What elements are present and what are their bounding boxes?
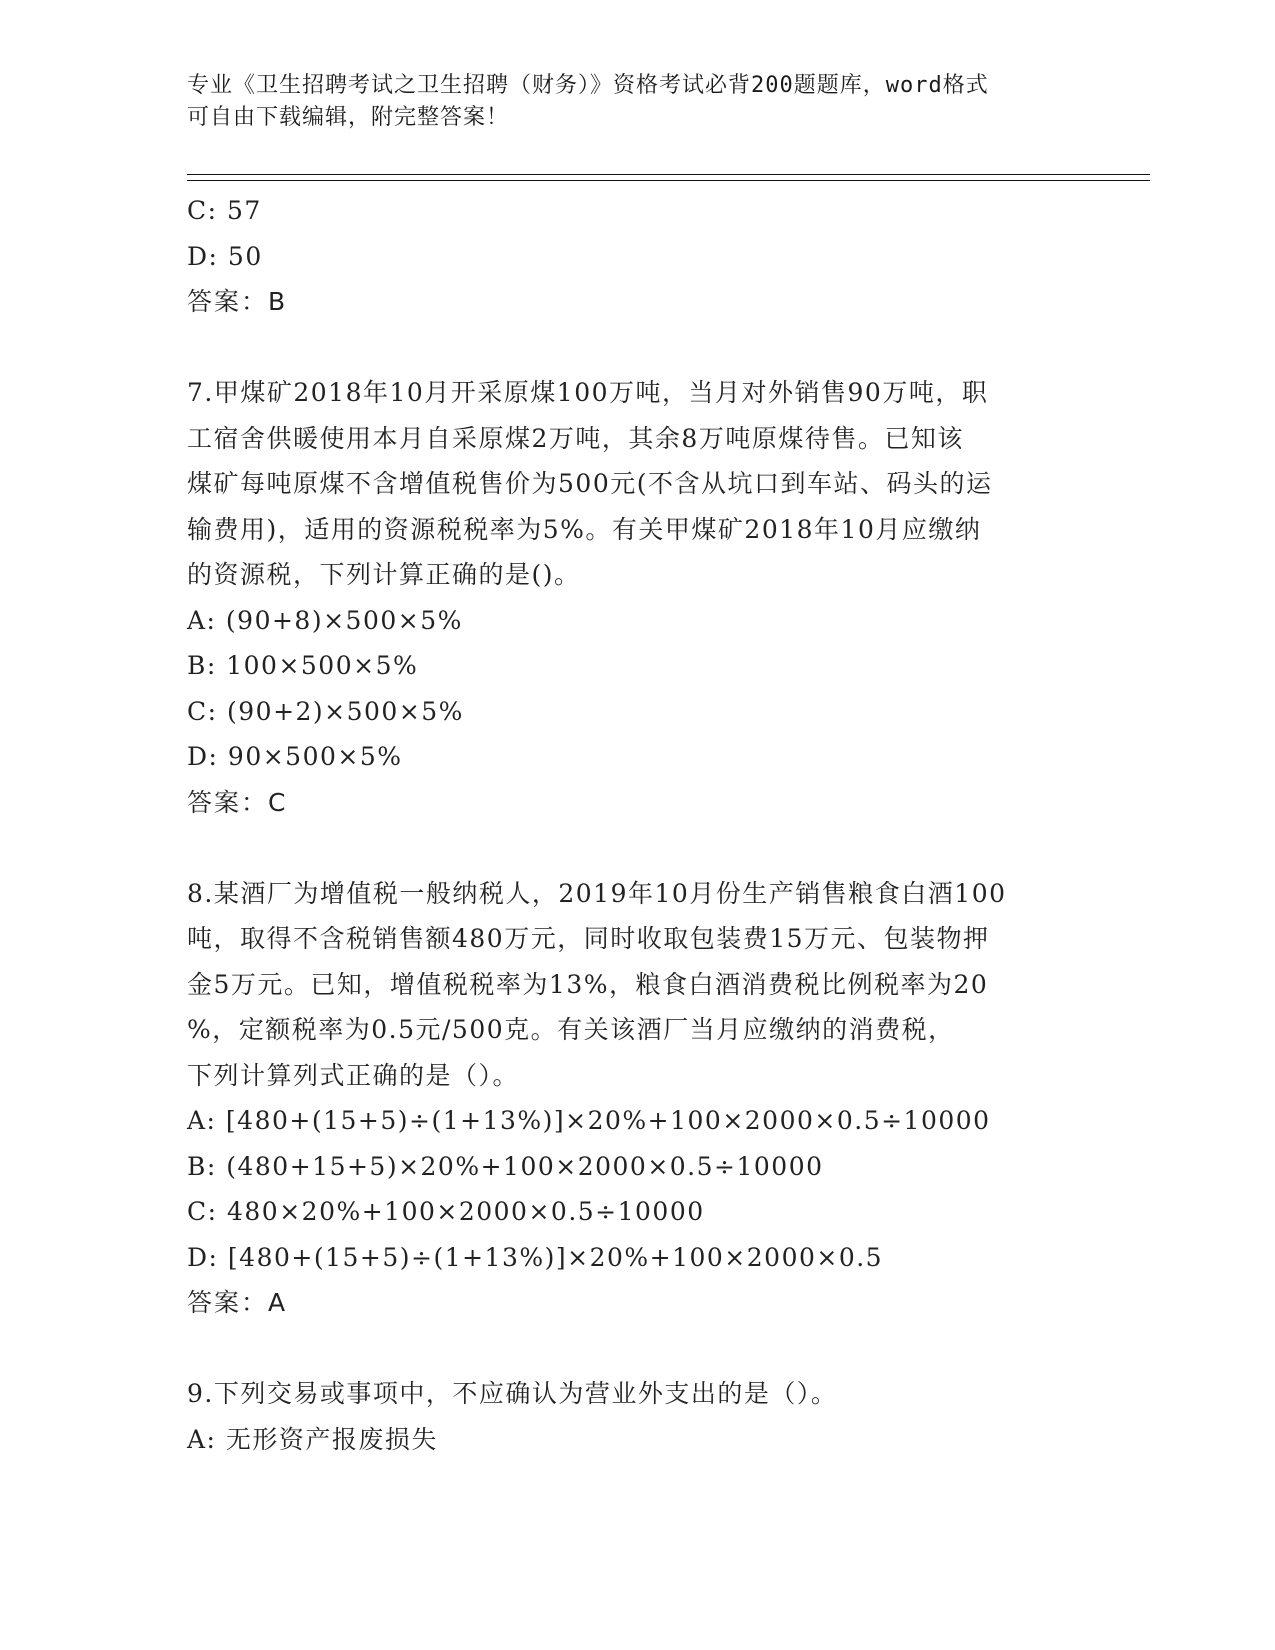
option-b: B: 100×500×5% bbox=[187, 651, 419, 680]
question-stem-line: 工宿舍供暖使用本月自采原煤2万吨，其余8万吨原煤待售。已知该 bbox=[187, 423, 964, 453]
question-list bbox=[187, 188, 1087, 1462]
header-line-2: 可自由下载编辑，附完整答案！ bbox=[187, 105, 510, 130]
header-rule-bottom bbox=[187, 180, 1150, 181]
question-stem-line: 输费用)，适用的资源税税率为5%。有关甲煤矿2018年10月应缴纳 bbox=[187, 514, 982, 544]
option-d: D: [480+(15+5)÷(1+13%)]×20%+100×2000×0.5 bbox=[187, 1242, 884, 1272]
question-7 bbox=[187, 370, 1087, 825]
question-stem-line: 金5万元。已知，增值税税率为13%，粮食白酒消费税比例税率为20 bbox=[187, 969, 989, 999]
option-a: A: 无形资产报废损失 bbox=[187, 1424, 438, 1454]
option-c: C: 480×20%+100×2000×0.5÷10000 bbox=[187, 1197, 705, 1226]
question-stem-line: 吨，取得不含税销售额480万元，同时收取包装费15万元、包装物押 bbox=[187, 924, 990, 953]
header-rule-top bbox=[187, 174, 1150, 175]
question-9 bbox=[187, 1371, 1087, 1462]
option-d: D: 90×500×5% bbox=[187, 742, 403, 771]
question-stem-line: 9.下列交易或事项中，不应确认为营业外支出的是（）。 bbox=[187, 1379, 838, 1408]
spacer bbox=[187, 825, 1087, 871]
question-6-tail bbox=[187, 188, 1087, 325]
spacer bbox=[187, 325, 1087, 371]
option-d: D: 50 bbox=[187, 241, 263, 271]
question-stem-line: 8.某酒厂为增值税一般纳税人，2019年10月份生产销售粮食白酒100 bbox=[187, 878, 1007, 908]
question-stem-line: 7.甲煤矿2018年10月开采原煤100万吨，当月对外销售90万吨，职 bbox=[187, 378, 989, 407]
spacer bbox=[187, 1326, 1087, 1372]
option-a: A: (90+8)×500×5% bbox=[187, 605, 463, 635]
answer-line: 答案：C bbox=[187, 787, 288, 817]
answer-line: 答案：A bbox=[187, 1288, 288, 1317]
question-8 bbox=[187, 871, 1087, 1326]
option-c: C: (90+2)×500×5% bbox=[187, 696, 464, 726]
question-stem-line: 煤矿每吨原煤不含增值税售价为500元(不含从坑口到车站、码头的运 bbox=[187, 469, 993, 498]
question-stem-line: %，定额税率为0.5元/500克。有关该酒厂当月应缴纳的消费税， bbox=[187, 1015, 955, 1044]
question-stem-line: 下列计算列式正确的是（）。 bbox=[187, 1060, 520, 1090]
answer-line: 答案：B bbox=[187, 287, 288, 316]
document-header bbox=[187, 70, 1067, 134]
header-line-1: 专业《卫生招聘考试之卫生招聘（财务）》资格考试必背200题题库，word格式 bbox=[187, 73, 989, 98]
question-stem-line: 的资源税，下列计算正确的是()。 bbox=[187, 560, 581, 589]
option-b: B: (480+15+5)×20%+100×2000×0.5÷10000 bbox=[187, 1151, 824, 1181]
option-c: C: 57 bbox=[187, 196, 262, 225]
option-a: A: [480+(15+5)÷(1+13%)]×20%+100×2000×0.5÷10000 bbox=[187, 1106, 991, 1135]
